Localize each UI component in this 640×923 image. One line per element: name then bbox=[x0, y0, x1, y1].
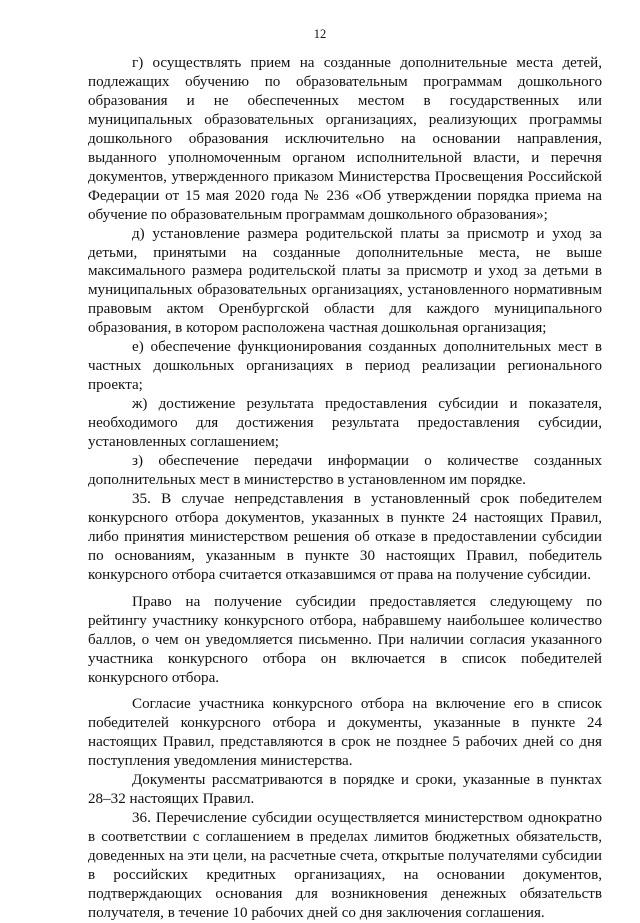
paragraph-item-e: е) обеспечение функционирования созданных дополнительных мест в частных дошкольных организациях в период реализации регионального проекта; bbox=[88, 339, 602, 394]
page-number: 12 bbox=[313, 27, 327, 41]
paragraph-consent: Согласие участника конкурсного отбора на включение его в список победителей конкурсного отбора и документы, указанные в пункте 24 настоящих Правил, представляются в срок не позднее 5 рабочих дней со дня поступления уведомления министерства. bbox=[88, 696, 602, 770]
paragraph-item-z: з) обеспечение передачи информации о количестве созданных дополнительных мест в министерство в установленном им порядке. bbox=[88, 453, 602, 488]
paragraph-item-zh: ж) достижение результата предоставления субсидии и показателя, необходимого для достижения результата предоставления субсидии, установленных соглашением; bbox=[88, 396, 602, 451]
paragraph-right-to-subsidy: Право на получение субсидии предоставляется следующему по рейтингу участнику конкурсного отбора, набравшему наибольшее количество баллов, о чем он уведомляется письменно. При наличии согласия указанного участника конкурсного отбора он включается в список победителей конкурсного отбора. bbox=[88, 593, 602, 686]
paragraph-item-d: д) установление размера родительской платы за присмотр и уход за детьми, принятыми на созданные дополнительные места, не выше максимального размера родительской платы за присмотр и уход за детьми в муниципальных образовательных организациях, установленного нормативным правовым актом Оренбургской области для каждого муниципального образования, в котором расположена частная дошкольная организация; bbox=[88, 225, 602, 337]
paragraph-clause-35: 35. В случае непредставления в установленный срок победителем конкурсного отбора документов, указанных в пункте 24 настоящих Правил, либо принятия министерством решения об отказе в предоставлении субсидии по основаниям, указанным в пункте 30 настоящих Правил, победитель конкурсного отбора считается отказавшимся от права на получение субсидии. bbox=[88, 490, 602, 583]
paragraph-documents-review: Документы рассматриваются в порядке и сроки, указанные в пунктах 28–32 настоящих Правил. bbox=[88, 772, 602, 808]
document-body bbox=[88, 54, 602, 923]
paragraph-item-g: г) осуществлять прием на созданные дополнительные места детей, подлежащих обучению по образовательным программам дошкольного образования и не обеспеченных местом в государственных или муниципальных образовательных организациях, реализующих программы дошкольного образования исключительно на основании направления, выданного уполномоченным органом исполнительной власти, и перечня документов, утвержденного приказом Министерства Просвещения Российской Федерации от 15 мая 2020 года № 236 «Об утверждении порядка приема на обучение по образовательным программам дошкольного образования»; bbox=[88, 55, 602, 223]
paragraph-clause-36: 36. Перечисление субсидии осуществляется министерством однократно в соответствии с соглашением в пределах лимитов бюджетных обязательств, доведенных на эти цели, на расчетные счета, открытые получателями субсидии в российских кредитных организациях, на основании документов, подтверждающих основания для возникновения денежных обязательств получателя, в течение 10 рабочих дней со дня заключения соглашения. bbox=[88, 810, 602, 921]
